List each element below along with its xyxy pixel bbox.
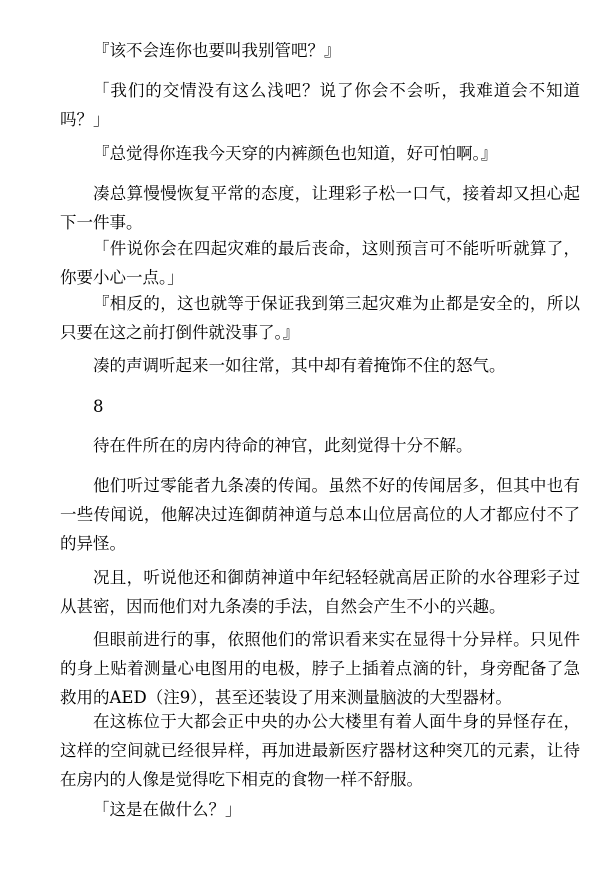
paragraph-10: 况且，听说他还和御荫神道中年纪轻轻就高居正阶的水谷理彩子过从甚密，因而他们对九条凑的手法，自然会产生不小的兴趣。 (60, 568, 580, 616)
paragraph-2: 「我们的交情没有这么浅吧？说了你会不会听，我难道会不知道吗？」 (60, 81, 580, 129)
paragraph-8: 待在件所在的房内待命的神官，此刻觉得十分不解。 (93, 436, 473, 455)
paragraph-1: 『该不会连你也要叫我别管吧？』 (93, 41, 341, 60)
paragraph-7: 凑的声调听起来一如往常，其中却有着掩饰不住的怒气。 (93, 356, 506, 375)
section-number: 8 (93, 397, 104, 416)
paragraph-11: 但眼前进行的事，依照他们的常识看来实在显得十分异样。只见件的身上贴着测量心电图用的电极，脖子上插着点滴的针，身旁配备了急救用的AED（注9），甚至还装设了用来测量脑波的大型器材。 (60, 630, 580, 707)
paragraph-9: 他们听过零能者九条凑的传闻。虽然不好的传闻居多，但其中也有一些传闻说，他解决过连御荫神道与总本山位居高位的人才都应付不了的异怪。 (60, 476, 580, 553)
paragraph-6: 『相反的，这也就等于保证我到第三起灾难为止都是安全的，所以只要在这之前打倒件就没事了。』 (60, 294, 580, 342)
paragraph-5: 「件说你会在四起灾难的最后丧命，这则预言可不能听听就算了，你要小心一点。」 (60, 239, 580, 287)
paragraph-12: 在这栋位于大都会正中央的办公大楼里有着人面牛身的异怪存在，这样的空间就已经很异样，再加进最新医疗器材这种突兀的元素，让待在房内的人像是觉得吃下相克的食物一样不舒服。 (60, 712, 580, 789)
paragraph-3: 『总觉得你连我今天穿的内裤颜色也知道，好可怕啊。』 (93, 144, 498, 163)
paragraph-4: 凑总算慢慢恢复平常的态度，让理彩子松一口气，接着却又担心起下一件事。 (60, 184, 580, 232)
paragraph-13: 「这是在做什么？」 (93, 800, 242, 819)
